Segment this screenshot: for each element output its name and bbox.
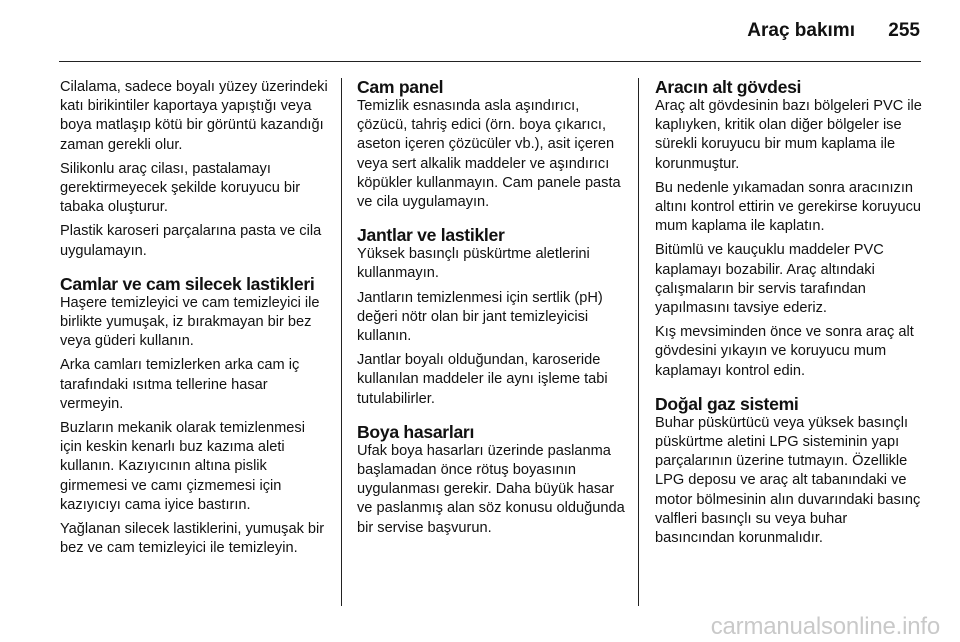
heading-wheels-tyres: Jantlar ve lastikler — [357, 225, 505, 246]
paragraph-silicone: Silikonlu araç cilası, pastalamayı gerektirmeyecek şekilde koruyucu bir tabaka oluşturur. — [60, 160, 301, 216]
heading-windows-wipers: Camlar ve cam silecek lastikleri — [60, 273, 315, 294]
heading-paint-damage: Boya hasarları — [357, 421, 475, 442]
page-number: 255 — [888, 20, 920, 41]
text-column-2 — [357, 78, 629, 543]
paragraph-lpg: Buhar püskürtücü veya yüksek basınçlı püskürtme aletini LPG sisteminin yapı parçalarının üzerine tutmayın. Özellikle LPG deposu ve araç alt tabanındaki ve motor bölmesinin alın duvarındaki basınç valfleri basınçlı su veya buhar basıncından korunmalıdır. — [655, 414, 921, 547]
section-title: Araç bakımı — [747, 20, 855, 41]
page-header — [0, 0, 960, 64]
paragraph-painted-rims: Jantlar boyalı olduğundan, karoseride kullanılan maddeler ile aynı işleme tabi tutulabilirler. — [357, 352, 608, 407]
heading-underbody: Aracın alt gövdesi — [655, 77, 802, 97]
paragraph-insect-cleaner: Haşere temizleyici ve cam temizleyici ile birlikte yumuşak, iz bırakmayan bir bez veya güderi kullanın. — [60, 294, 320, 350]
paragraph-bitumen: Bitümlü ve kauçuklu maddeler PVC kaplamayı bozabilir. Araç altındaki çalışmaların bir servis tarafından yapılmasını tavsiye ederiz. — [655, 242, 884, 317]
paragraph-underbody-check: Bu nedenle yıkamadan sonra aracınızın altını kontrol ettirin ve gerekirse koruyucu mum kaplama ile kaplatın. — [655, 179, 922, 235]
column-divider-1 — [341, 78, 342, 606]
paragraph-wiper-blades: Yağlanan silecek lastiklerini, yumuşak bir bez ve cam temizleyici ile temizleyin. — [60, 521, 325, 557]
paragraph-rim-cleaner: Jantların temizlenmesi için sertlik (pH) değeri nötr olan bir jant temizleyicisi kullanın. — [357, 289, 603, 345]
paragraph-paint-damage: Ufak boya hasarları üzerinde paslanma başlamadan önce rötuş boyasının uygulanması gerekir. Daha büyük hasar ve paslanmış alan söz konusu olduğunda bir servise başvurun. — [357, 442, 625, 536]
paragraph-winter: Kış mevsiminden önce ve sonra araç alt gövdesini yıkayın ve koruyucu mum kaplamayı kontrol edin. — [655, 324, 914, 379]
paragraph-underbody-pvc: Araç alt gövdesinin bazı bölgeleri PVC ile kaplıyken, kritik olan diğer bölgeler ise sürekli koruyucu bir mum kaplama ile korunmuştur. — [655, 98, 922, 172]
paragraph-glass-panel: Temizlik esnasında asla aşındırıcı, çözücü, tahriş edici (örn. boya çıkarıcı, aseton içeren çözücüler vb.), asit içeren veya sert alkalik maddeler ve aşındırıcı köpükler kullanmayın. Cam panele pasta ve cila uygulamayın. — [357, 98, 621, 211]
text-column-3 — [655, 78, 927, 553]
paragraph-no-pressure-wash: Yüksek basınçlı püskürtme aletlerini kullanmayın. — [357, 246, 590, 282]
heading-natural-gas: Doğal gaz sistemi — [655, 393, 799, 414]
header-divider — [59, 61, 921, 62]
watermark-text: carmanualsonline.info — [710, 613, 940, 640]
paragraph-ice-scraper: Buzların mekanik olarak temizlenmesi için keskin kenarlı buz kazıma aleti kullanın. Kazıyıcının altına pislik girmemesi ve camı çizmemesi için kazıyıcıyı cama iyice bastırın. — [60, 420, 305, 513]
column-divider-2 — [638, 78, 639, 606]
text-column-1 — [60, 78, 330, 563]
heading-glass-panel: Cam panel — [357, 77, 444, 97]
paragraph-polish: Cilalama, sadece boyalı yüzey üzerindeki katı birikintiler kaportaya yapıştığı veya boya matlaşıp kötü bir görüntü kazandığı zaman gerekli olur. — [60, 79, 328, 153]
paragraph-rear-window: Arka camları temizlerken arka cam iç tarafındaki ısıtma tellerine hasar vermeyin. — [60, 357, 300, 412]
paragraph-plastic: Plastik karoseri parçalarına pasta ve cila uygulamayın. — [60, 223, 322, 259]
